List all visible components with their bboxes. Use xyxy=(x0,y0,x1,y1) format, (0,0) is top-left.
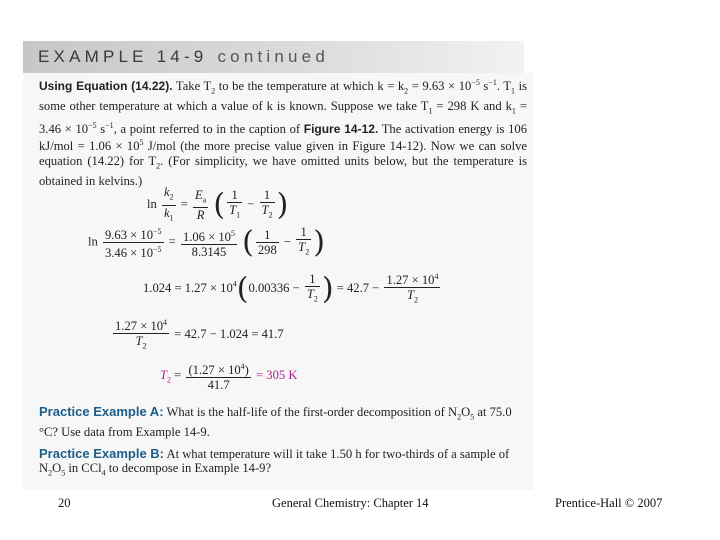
equation-5: $T_2$ = $\frac{(1.27 \times 10^4)}{41.7}$ = 305 K xyxy=(160,362,298,393)
footer-copyright: Prentice-Hall © 2007 xyxy=(555,496,663,510)
footer-chapter: General Chemistry: Chapter 14 xyxy=(272,496,429,510)
equation-2: ln $\frac{9.63 \times 10^{-5}}{3.46 \times 10^{-5}}$ = $\frac{1.06 \times 10^5}{8.3145}$ ( $\frac{1}{298}$ − $\frac{1}{T_2}$ ) xyxy=(88,225,325,261)
page-number: 20 xyxy=(58,496,71,510)
example-title: EXAMPLE 14-9 continued xyxy=(38,47,329,66)
example-banner xyxy=(23,41,524,73)
equation-4: $\frac{1.27 \times 10^4}{T_2}$ = 42.7 − 1.024 = 41.7 xyxy=(115,318,284,351)
intro-paragraph: Using Equation (14.22). Take $T_2$ to be the temperature at which $k = k_2 = 9.63 \times 10^{-5}$ $s^{-1}$. $T_1$ is some other temperature at which a value of k is known. Suppose we take $T_1 = 298$ K and $k_1 = 3.46 \times 10^{-5}$ $s^{-1}$, a point referred to in the caption of Figure 14-12. The activation energy is 106 $kJ/mol = 1.06 \times 10^5$ J/mol (the more precise value given in Figure 14-12). Now we can solve equation (14.22) for $T_2$. (For simplicity, we have omitted units below, but the temperature is obtained in kelvins.) xyxy=(39,78,528,188)
practice-example-b: Practice Example B: At what temperature will it take 1.50 h for two-thirds of a sample of $N_2O_5$ in CCl$_4$ to decompose in Example 14-9? xyxy=(39,446,510,478)
result-value: = 305 K xyxy=(256,367,298,382)
equation-1: ln $\frac{k_2}{k_1}$ = $\frac{E_a}{R}$ ( $\frac{1}{T_1}$ − $\frac{1}{T_2}$ ) xyxy=(147,185,289,223)
practice-example-a: Practice Example A: What is the half-life of the first-order decomposition of $N_2O_5$ at 75.0 °C? Use data from Example 14-9. xyxy=(39,404,512,439)
equation-3: $1.024 = 1.27 \times 10^4(0.00336$ − $\frac{1}{T_2}$ ) = 42.7 − $\frac{1.27 \times 10^4}{T_2}$ xyxy=(143,271,439,307)
